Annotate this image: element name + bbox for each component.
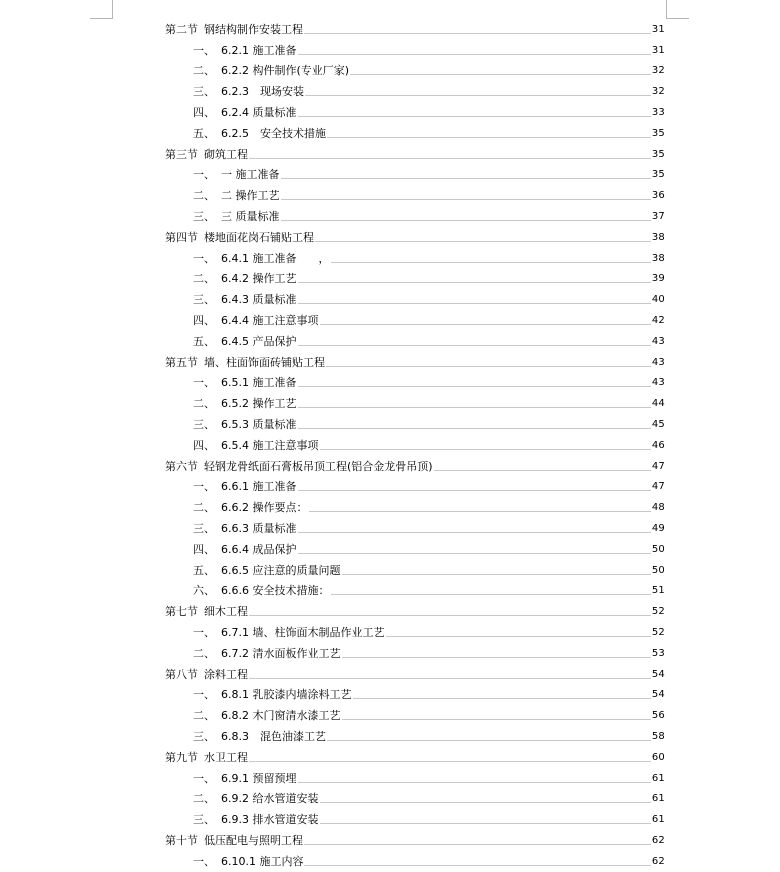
toc-entry-title: 6.6.1 施工准备: [221, 480, 297, 494]
toc-subsection-row[interactable]: [165, 435, 665, 456]
toc-entry-text: [165, 460, 433, 473]
toc-entry-prefix: 六、: [193, 584, 215, 598]
toc-subsection-row[interactable]: [165, 248, 665, 269]
toc-entry-prefix: 第二节: [165, 22, 198, 36]
toc-section-row[interactable]: [165, 227, 665, 248]
toc-entry-title: 钢结构制作安装工程: [204, 22, 303, 36]
dot-leader: [305, 95, 651, 96]
toc-section-row[interactable]: [165, 456, 665, 477]
toc-entry-text: [193, 127, 326, 140]
dot-leader: [320, 324, 651, 325]
toc-entry-title: 6.8.2 木门窗清水漆工艺: [221, 709, 341, 723]
toc-entry-prefix: 二、: [193, 709, 215, 723]
toc-entry-title: 三 质量标准: [221, 210, 280, 224]
toc-page-number: 32: [651, 65, 665, 77]
toc-page-number: 51: [651, 585, 665, 597]
toc-entry-prefix: 一、: [193, 626, 215, 639]
toc-entry-prefix: 三、: [193, 85, 215, 99]
toc-entry-prefix: 二、: [193, 501, 215, 515]
toc-page-number: 31: [651, 44, 665, 56]
toc-entry-text: [193, 272, 297, 285]
dot-leader: [320, 823, 651, 824]
toc-entry-prefix: 三、: [193, 522, 215, 536]
toc-page-number: 39: [651, 273, 665, 285]
toc-page-number: 44: [651, 398, 665, 410]
toc-subsection-row[interactable]: [165, 123, 665, 144]
toc-entry-prefix: 五、: [193, 334, 215, 348]
toc-entry-prefix: 二、: [193, 397, 215, 411]
toc-page-number: 52: [651, 606, 665, 618]
toc-subsection-row[interactable]: [165, 269, 665, 290]
toc-entry-text: [193, 397, 297, 410]
toc-entry-title: 6.8.3 混色油漆工艺: [221, 729, 326, 743]
toc-entry-prefix: 四、: [193, 314, 215, 328]
toc-subsection-row[interactable]: [165, 40, 665, 61]
toc-entry-title: 墙、柱面饰面砖铺贴工程: [204, 355, 325, 369]
toc-entry-title: 6.9.3 排水管道安装: [221, 813, 319, 827]
toc-entry-prefix: 二、: [193, 64, 215, 78]
dot-leader: [298, 282, 651, 283]
toc-entry-title: 6.4.4 施工注意事项: [221, 314, 319, 328]
toc-section-row[interactable]: [165, 19, 665, 40]
toc-entry-title: 楼地面花岗石铺贴工程: [204, 230, 314, 244]
dot-leader: [309, 511, 651, 512]
toc-subsection-row[interactable]: [165, 331, 665, 352]
dot-leader: [249, 678, 651, 679]
toc-page-number: 48: [651, 502, 665, 514]
toc-page-number: 38: [651, 231, 665, 243]
toc-subsection-row[interactable]: [165, 788, 665, 809]
toc-entry-prefix: 一、: [193, 168, 215, 182]
dot-leader: [315, 241, 651, 242]
toc-page-number: 47: [651, 481, 665, 493]
toc-entry-text: [193, 813, 319, 826]
dot-leader: [350, 74, 651, 75]
toc-entry-prefix: 第六节: [165, 459, 198, 473]
toc-entry-text: [193, 626, 385, 639]
toc-page-number: 35: [651, 169, 665, 181]
toc-entry-prefix: 一、: [193, 251, 215, 265]
toc-entry-title: 6.7.1 墙、柱饰面木制品作业工艺: [221, 626, 385, 639]
toc-section-row[interactable]: [165, 144, 665, 165]
toc-entry-prefix: 五、: [193, 126, 215, 140]
toc-page-number: 33: [651, 107, 665, 119]
toc-entry-text: [193, 584, 330, 597]
toc-subsection-row[interactable]: [165, 289, 665, 310]
toc-subsection-row[interactable]: [165, 373, 665, 394]
toc-entry-title: 6.6.5 应注意的质量问题: [221, 563, 341, 577]
toc-section-row[interactable]: [165, 747, 665, 768]
dot-leader: [281, 199, 651, 200]
toc-page-number: 47: [651, 460, 665, 472]
toc-entry-text: [165, 231, 314, 244]
toc-entry-prefix: 二、: [193, 189, 215, 203]
toc-entry-text: [165, 356, 325, 369]
toc-entry-title: 6.9.1 预留预埋: [221, 771, 297, 785]
dot-leader: [320, 802, 651, 803]
toc-entry-text: [193, 64, 349, 77]
toc-entry-title: 6.2.4 质量标准: [221, 106, 297, 120]
toc-page-number: 43: [651, 335, 665, 347]
toc-page-number: 37: [651, 211, 665, 223]
toc-subsection-row[interactable]: [165, 705, 665, 726]
toc-page-number: 62: [651, 834, 665, 846]
toc-page-number: 49: [651, 523, 665, 535]
dot-leader: [342, 574, 651, 575]
dot-leader: [331, 594, 651, 595]
toc-entry-prefix: 二、: [193, 646, 215, 660]
toc-page-number: 35: [651, 127, 665, 139]
toc-subsection-row[interactable]: [165, 206, 665, 227]
toc-entry-prefix: 三、: [193, 418, 215, 432]
toc-entry-text: [193, 439, 319, 452]
dot-leader: [298, 303, 651, 304]
toc-entry-text: [193, 85, 304, 98]
dot-leader: [326, 366, 651, 367]
toc-subsection-row[interactable]: [165, 102, 665, 123]
toc-page-number: 42: [651, 315, 665, 327]
toc-page-number: 32: [651, 86, 665, 98]
toc-entry-text: [193, 772, 297, 785]
toc-page-number: 50: [651, 543, 665, 555]
toc-page-number: 43: [651, 377, 665, 389]
toc-entry-title: 细木工程: [204, 605, 248, 619]
toc-entry-title: 6.6.4 成品保护: [221, 542, 297, 556]
toc-entry-text: [165, 834, 303, 847]
toc-subsection-row[interactable]: [165, 560, 665, 581]
toc-entry-text: [165, 605, 248, 618]
toc-subsection-row[interactable]: [165, 809, 665, 830]
dot-leader: [304, 865, 650, 866]
toc-entry-title: 6.6.3 质量标准: [221, 522, 297, 536]
toc-page-number: 50: [651, 564, 665, 576]
toc-entry-title: 6.2.1 施工准备: [221, 43, 297, 57]
toc-entry-prefix: 三、: [193, 210, 215, 224]
toc-entry-title: 砌筑工程: [204, 147, 248, 161]
dot-leader: [298, 553, 651, 554]
toc-page-number: 52: [651, 627, 665, 638]
dot-leader: [298, 386, 651, 387]
toc-entry-text: [165, 668, 248, 681]
toc-subsection-row[interactable]: [165, 414, 665, 435]
toc-page-number: 54: [651, 689, 665, 701]
dot-leader: [298, 54, 651, 55]
toc-page-number: 31: [651, 23, 665, 35]
toc-entry-title: 6.5.3 质量标准: [221, 418, 297, 432]
toc-entry-text: [193, 522, 297, 535]
toc-entry-text: [193, 543, 297, 556]
toc-section-row[interactable]: [165, 830, 665, 851]
dot-leader: [298, 428, 651, 429]
toc-entry-prefix: 第十节: [165, 833, 198, 847]
toc-entry-text: [193, 709, 341, 722]
dot-leader: [298, 407, 651, 408]
dot-leader: [342, 657, 651, 658]
dot-leader: [304, 33, 651, 34]
toc-entry-title: 6.6.6 安全技术措施：: [221, 584, 330, 598]
toc-entry-text: [193, 376, 297, 389]
toc-entry-text: [193, 210, 280, 223]
toc-entry-title: 6.5.1 施工准备: [221, 376, 297, 390]
toc-section-row[interactable]: [165, 664, 665, 685]
dot-leader: [304, 844, 651, 845]
toc-page-number: 61: [651, 814, 665, 826]
toc-entry-text: [193, 855, 303, 868]
toc-page-number: 35: [651, 148, 665, 160]
toc-entry-prefix: 一、: [193, 771, 215, 785]
toc-entry-title: 6.2.2 构件制作(专业厂家): [221, 64, 350, 78]
toc-entry-title: 6.5.4 施工注意事项: [221, 438, 319, 452]
toc-entry-text: [193, 106, 297, 119]
toc-entry-text: [193, 501, 308, 514]
dot-leader: [281, 220, 651, 221]
toc-entry-text: [193, 44, 297, 57]
toc-entry-text: [193, 480, 297, 493]
toc-page-number: 43: [651, 356, 665, 368]
toc-entry-text: [193, 314, 319, 327]
toc-entry-title: 6.7.2 清水面板作业工艺: [221, 646, 341, 660]
toc-entry-title: 6.5.2 操作工艺: [221, 397, 297, 411]
dot-leader: [249, 615, 651, 616]
toc-page-number: 62: [651, 855, 665, 867]
toc-entry-title: 6.4.5 产品保护: [221, 334, 297, 348]
toc-entry-prefix: 二、: [193, 272, 215, 286]
toc-entry-prefix: 第九节: [165, 750, 198, 764]
toc-entry-text: [165, 23, 303, 36]
toc-entry-title: 6.2.3 现场安装: [221, 85, 304, 99]
toc-subsection-row[interactable]: [165, 581, 665, 602]
toc-entry-prefix: 四、: [193, 542, 215, 556]
toc-page-number: 60: [651, 751, 665, 763]
toc-page-number: 40: [651, 294, 665, 306]
toc-subsection-row[interactable]: [165, 393, 665, 414]
toc-entry-text: [193, 418, 297, 431]
toc-entry-title: 二 操作工艺: [221, 189, 280, 203]
toc-section-row[interactable]: [165, 352, 665, 373]
toc-entry-prefix: 二、: [193, 792, 215, 806]
toc-page-number: 61: [651, 772, 665, 784]
toc-entry-prefix: 一、: [193, 688, 215, 702]
toc-entry-prefix: 一、: [193, 854, 215, 868]
toc-entry-prefix: 一、: [193, 43, 215, 57]
toc-subsection-row[interactable]: [165, 622, 665, 643]
toc-page-number: 53: [651, 647, 665, 659]
toc-entry-text: [193, 168, 280, 181]
dot-leader: [249, 158, 651, 159]
dot-leader: [298, 345, 651, 346]
toc-page-number: 38: [651, 252, 665, 264]
dot-leader: [298, 532, 651, 533]
toc-entry-title: 6.8.1 乳胶漆内墙涂料工艺: [221, 688, 352, 702]
crop-mark-right: [666, 0, 689, 19]
toc-subsection-row[interactable]: [165, 61, 665, 82]
toc-subsection-row[interactable]: [165, 185, 665, 206]
toc-entry-prefix: 三、: [193, 813, 215, 827]
toc-subsection-row[interactable]: [165, 165, 665, 186]
crop-mark-left: [90, 0, 113, 19]
toc-page-number: 45: [651, 419, 665, 431]
dot-leader: [249, 761, 651, 762]
toc-entry-text: [193, 252, 330, 265]
toc-entry-text: [193, 189, 280, 202]
table-of-contents: [165, 19, 665, 872]
toc-subsection-row[interactable]: [165, 685, 665, 706]
toc-entry-prefix: 第八节: [165, 667, 198, 681]
toc-entry-text: [193, 335, 297, 348]
toc-page-number: 46: [651, 439, 665, 451]
dot-leader: [386, 636, 651, 637]
toc-page-number: 36: [651, 190, 665, 202]
toc-subsection-row[interactable]: [165, 310, 665, 331]
toc-subsection-row[interactable]: [165, 643, 665, 664]
toc-entry-prefix: 五、: [193, 563, 215, 577]
dot-leader: [434, 470, 651, 471]
toc-entry-title: 6.2.5 安全技术措施: [221, 126, 326, 140]
dot-leader: [320, 449, 651, 450]
dot-leader: [331, 262, 651, 263]
toc-entry-text: [165, 148, 248, 161]
dot-leader: [327, 137, 651, 138]
toc-entry-prefix: 第四节: [165, 230, 198, 244]
toc-entry-text: [193, 730, 326, 743]
dot-leader: [342, 719, 651, 720]
toc-section-row[interactable]: [165, 601, 665, 622]
dot-leader: [353, 698, 651, 699]
toc-subsection-row[interactable]: [165, 497, 665, 518]
toc-entry-text: [165, 751, 248, 764]
toc-entry-prefix: 一、: [193, 480, 215, 494]
toc-entry-prefix: 一、: [193, 376, 215, 390]
toc-entry-title: 6.4.1 施工准备 ，: [221, 251, 330, 265]
toc-entry-title: 低压配电与照明工程: [204, 833, 303, 847]
toc-entry-title: 6.9.2 给水管道安装: [221, 792, 319, 806]
toc-entry-prefix: 四、: [193, 438, 215, 452]
toc-entry-prefix: 三、: [193, 729, 215, 743]
toc-subsection-row[interactable]: [165, 518, 665, 539]
toc-entry-text: [193, 647, 341, 660]
toc-page-number: 54: [651, 668, 665, 680]
toc-entry-prefix: 第七节: [165, 605, 198, 619]
toc-entry-prefix: 第五节: [165, 355, 198, 369]
toc-page-number: 61: [651, 793, 665, 805]
toc-entry-prefix: 四、: [193, 106, 215, 120]
toc-subsection-row[interactable]: [165, 726, 665, 747]
toc-entry-text: [193, 792, 319, 805]
toc-entry-text: [193, 564, 341, 577]
toc-entry-title: 轻钢龙骨纸面石膏板吊顶工程(铝合金龙骨吊顶): [204, 459, 433, 473]
toc-entry-title: 水卫工程: [204, 750, 248, 764]
toc-entry-prefix: 第三节: [165, 147, 198, 161]
dot-leader: [281, 178, 651, 179]
toc-entry-title: 6.4.3 质量标准: [221, 293, 297, 307]
dot-leader: [298, 782, 651, 783]
toc-entry-text: [193, 688, 352, 701]
toc-entry-title: 一 施工准备: [221, 168, 280, 182]
toc-entry-title: 涂料工程: [204, 667, 248, 681]
toc-subsection-row[interactable]: [165, 768, 665, 789]
dot-leader: [298, 490, 651, 491]
toc-entry-text: [193, 293, 297, 306]
dot-leader: [327, 740, 651, 741]
toc-entry-title: 6.6.2 操作要点：: [221, 501, 308, 515]
toc-entry-prefix: 三、: [193, 293, 215, 307]
toc-subsection-row[interactable]: [165, 81, 665, 102]
toc-entry-title: 6.10.1 施工内容: [221, 854, 304, 868]
dot-leader: [298, 116, 651, 117]
toc-page-number: 56: [651, 710, 665, 722]
toc-page-number: 58: [651, 730, 665, 742]
toc-subsection-row[interactable]: [165, 539, 665, 560]
toc-subsection-row[interactable]: [165, 477, 665, 498]
toc-entry-title: 6.4.2 操作工艺: [221, 272, 297, 286]
